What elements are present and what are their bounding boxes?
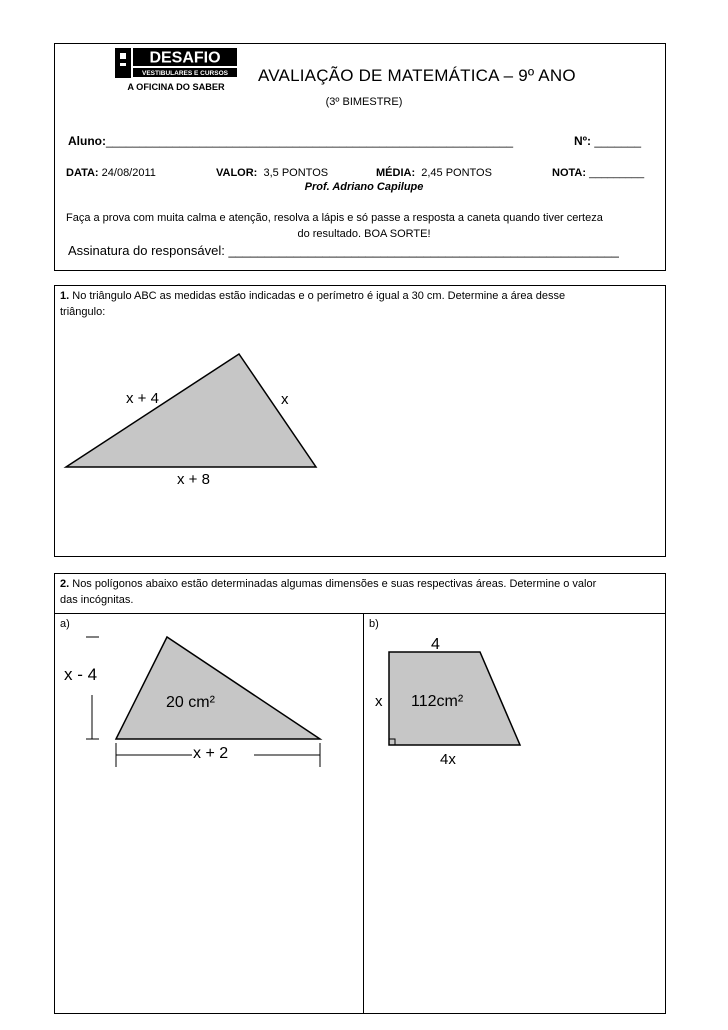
triangle-a [116,637,320,739]
question-2-line2: das incógnitas. [60,594,134,606]
part-b-height-label: x [375,693,383,710]
part-b-base-label: 4x [440,751,456,768]
question-2-figures [54,613,666,1014]
assinatura-row[interactable] [68,243,619,258]
logo-tagline: A OFICINA DO SABER [127,82,225,92]
nota-field[interactable]: _________ [589,167,645,179]
part-b-top-label: 4 [431,636,440,653]
question-1-figure [54,285,666,557]
instructions-line1: Faça a prova com muita calma e atenção, resolva a lápis e só passe a resposta a caneta quando tiver certeza [66,212,603,224]
media-value: 2,45 PONTOS [421,167,492,179]
aluno-field[interactable]: _____________________________________________________________ [106,134,514,148]
question-1-line2: triângulo: [60,306,106,318]
media-label: MÉDIA: [376,167,416,179]
q1-right-side-label: x [281,391,289,408]
data-value: 24/08/2011 [101,167,156,179]
numero-field[interactable]: _______ [594,134,642,148]
numero-row[interactable] [574,134,641,148]
instructions-line2: do resultado. BOA SORTE! [297,228,431,240]
media-row [376,167,492,179]
valor-label: VALOR: [216,167,258,179]
question-1-number: 1. [60,290,70,302]
data-row [66,167,156,179]
logo-subtitle: VESTIBULARES E CURSOS [142,70,228,78]
valor-value: 3,5 PONTOS [263,167,329,179]
nota-row[interactable] [552,167,644,179]
professor-name: Prof. Adriano Capilupe [304,181,424,193]
part-a-label: a) [60,618,70,630]
logo-brand: DESAFIO [149,49,221,67]
assinatura-label: Assinatura do responsável: [68,243,225,258]
question-2-number: 2. [60,578,70,590]
part-a-height-label: x - 4 [64,665,98,684]
exam-subtitle: (3º BIMESTRE) [325,96,403,108]
triangle-abc [66,354,316,467]
valor-row [216,167,328,179]
part-b-label: b) [369,618,379,630]
aluno-label: Aluno: [68,134,106,148]
question-2-text [60,576,660,608]
assinatura-field[interactable]: ______________________________________________________ [228,243,619,258]
numero-label: Nº: [574,134,592,148]
data-label: DATA: [66,167,99,179]
part-b-area-label: 112cm² [411,693,464,710]
nota-label: NOTA: [552,167,587,179]
q1-left-side-label: x + 4 [126,390,159,407]
desafio-logo [111,47,241,93]
aluno-row[interactable] [68,134,513,148]
exam-title: AVALIAÇÃO DE MATEMÁTICA – 9º ANO [258,66,576,85]
q1-base-label: x + 8 [177,471,210,488]
part-a-base-label: x + 2 [193,745,229,762]
part-a-area-label: 20 cm² [166,694,215,711]
question-1-line1: No triângulo ABC as medidas estão indicadas e o perímetro é igual a 30 cm. Determine a área desse [72,290,566,302]
question-2-line1: Nos polígonos abaixo estão determinadas algumas dimensões e suas respectivas áreas. Determine o valor [72,578,597,590]
